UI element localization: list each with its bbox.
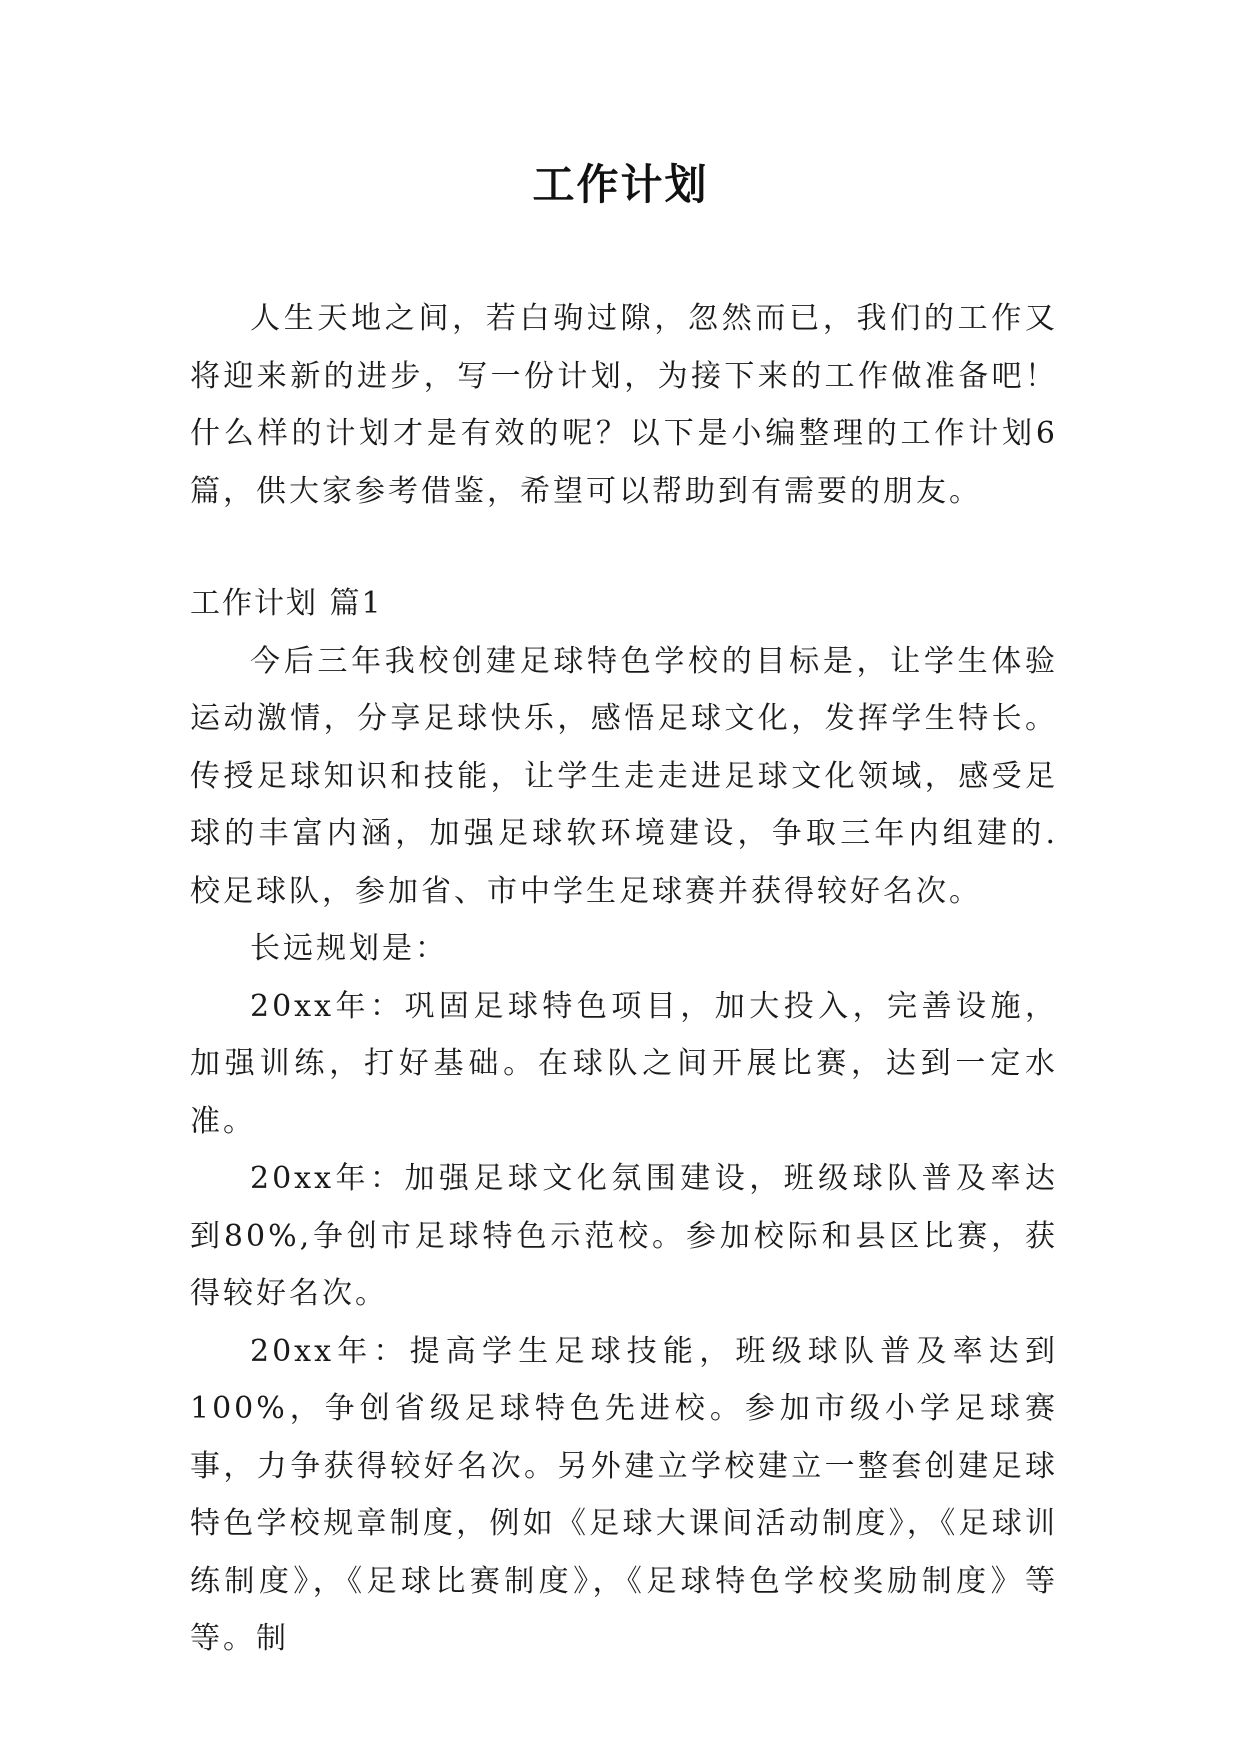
paragraph-year-1: 20xx年：巩固足球特色项目，加大投入，完善设施，加强训练，打好基础。在球队之间开展比赛，达到一定水准。 [190, 988, 1058, 1139]
section-heading: 工作计划 篇1 [190, 586, 383, 621]
paragraph-long-term: 长远规划是： [250, 931, 448, 966]
paragraph-year-2: 20xx年：加强足球文化氛围建设，班级球队普及率达到80%,争创市足球特色示范校。参加校际和县区比赛，获得较好名次。 [190, 1161, 1058, 1311]
document-body [190, 290, 1058, 1668]
page-title: 工作计划 [532, 160, 709, 209]
paragraph-year-3: 20xx年：提高学生足球技能，班级球队普及率达到100%，争创省级足球特色先进校。参加市级小学足球赛事，力争获得较好名次。另外建立学校建立一整套创建足球特色学校规章制度，例如《足球大课间活动制度》，《足球训练制度》，《足球比赛制度》，《足球特色学校奖励制度》等等。制 [190, 1333, 1058, 1656]
paragraph-goal: 今后三年我校创建足球特色学校的目标是，让学生体验运动激情，分享足球快乐，感悟足球文化，发挥学生特长。传授足球知识和技能，让学生走走进足球文化领域，感受足球的丰富内涵，加强足球软环境建设，争取三年内组建的.校足球队，参加省、市中学生足球赛并获得较好名次。 [190, 643, 1058, 909]
section-spacer [190, 520, 1058, 575]
intro-paragraph: 人生天地之间，若白驹过隙，忽然而已，我们的工作又将迎来新的进步，写一份计划，为接下来的工作做准备吧！什么样的计划才是有效的呢？以下是小编整理的工作计划6篇，供大家参考借鉴，希望可以帮助到有需要的朋友。 [190, 301, 1058, 509]
